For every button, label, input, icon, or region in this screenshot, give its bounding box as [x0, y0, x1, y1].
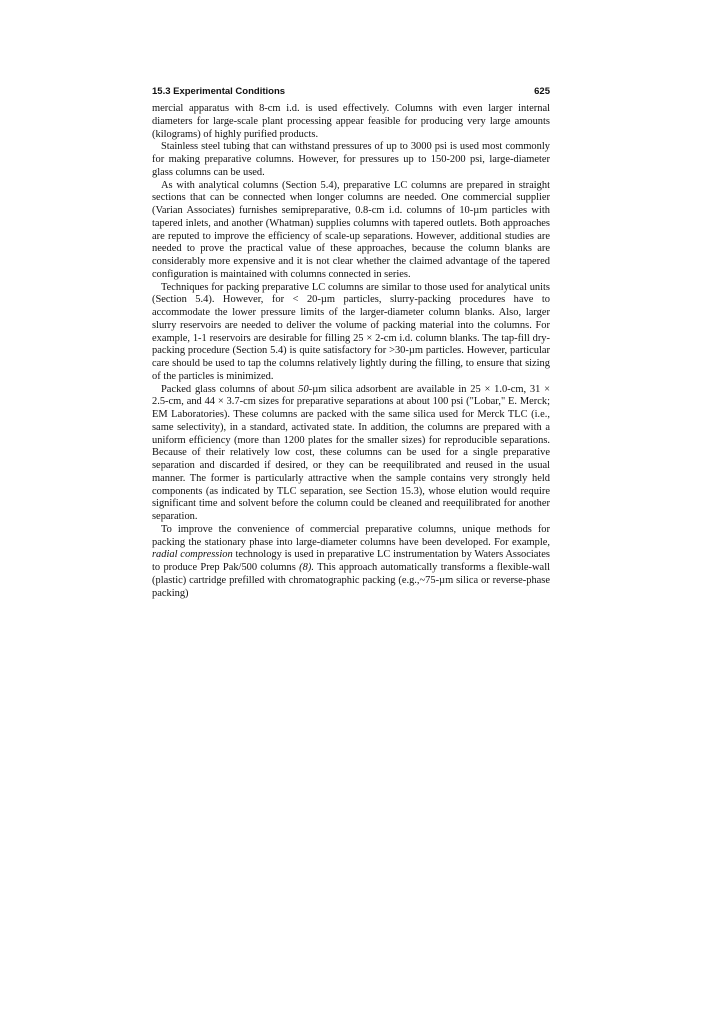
- paragraph-5: [152, 384, 550, 524]
- book-page: [152, 86, 550, 600]
- text-segment: Stainless steel tubing that can withstand pressures of up to 3000 psi is used most commonly for making preparative columns. However, for pressures up to 150-200 psi, large-diameter glass columns can be used.: [152, 141, 550, 178]
- text-segment: As with analytical columns (Section 5.4), preparative LC columns are prepared in straight sections that can be connected when longer columns are needed. One commercial supplier (Varian Associates) furnishes semipreparative, 0.8-cm i.d. columns of 10-µm particles with tapered inlets, and another (Whatman) supplies columns with tapered outlets. Both approaches are reputed to improve the efficiency of scale-up separations. However, additional studies are needed to prove the practical value of these approaches, because the column blanks are considerably more expensive and it is not clear whether the claimed advantage of the tapered configuration is maintained with columns connected in series.: [152, 179, 550, 280]
- text-segment: technology is used in preparative LC instrumentation by Waters Associates to produce Prep Pak/500 columns: [152, 549, 550, 573]
- emphasis-text: 50: [298, 383, 309, 395]
- paragraph-2: [152, 141, 550, 179]
- text-segment: To improve the convenience of commercial preparative columns, unique methods for packing the stationary phase into large-diameter columns have been developed. For example,: [152, 523, 550, 548]
- section-title: 15.3 Experimental Conditions: [152, 86, 286, 97]
- page-number: 625: [534, 86, 550, 97]
- emphasis-text: radial compression: [152, 549, 233, 561]
- text-segment: Packed glass columns of about: [161, 383, 299, 395]
- paragraph-4: [152, 282, 550, 384]
- text-segment: mercial apparatus with 8-cm i.d. is used effectively. Columns with even larger internal diameters for large-scale plant processing appear feasible for producing very large amounts (kilograms) of highly purified products.: [152, 103, 550, 140]
- paragraph-1: [152, 103, 550, 141]
- reference-citation: (8).: [299, 562, 314, 573]
- paragraph-6: [152, 524, 550, 601]
- running-head: [152, 86, 550, 97]
- text-segment: This approach automatically transforms a flexible-wall (plastic) cartridge prefilled with chromatographic packing (e.g.,~75-µm silica or reverse-phase packing): [152, 562, 550, 599]
- paragraph-3: [152, 180, 550, 282]
- body-text: [152, 103, 550, 600]
- text-segment: Techniques for packing preparative LC columns are similar to those used for analytical units (Section 5.4). However, for < 20-µm particles, slurry-packing procedures have to accommodate the lower pressure limits of the larger-diameter column blanks. Also, larger slurry reservoirs are needed to deliver the volume of packing material into the columns. For example, 1-1 reservoirs are desirable for filling 25 × 2-cm i.d. column blanks. The tap-fill dry-packing procedure (Section 5.4) is quite satisfactory for >30-µm particles. However, particular care should be used to tap the columns relatively lightly during the filling, to ensure that sizing of the particles is minimized.: [152, 281, 550, 382]
- text-segment: -µm silica adsorbent are available in 25 × 1.0-cm, 31 × 2.5-cm, and 44 × 3.7-cm sizes for preparative separations at about 100 psi ("Lobar," E. Merck; EM Laboratories). These columns are packed with the same silica used for Merck TLC (i.e., same selectivity), in a standard, activated state. In addition, the columns are prepared with a uniform efficiency (more than 1200 plates for the smaller sizes) for reproducible separations. Because of their relatively low cost, these columns can be used for a single preparative separation and discarded if desired, or they can be reequilibrated and reused in the usual manner. The former is particularly attractive when the sample contains very strongly held components (as indicated by TLC separation, see Section 15.3), whose elution would require significant time and solvent before the column could be cleaned and reequilibrated for another separation.: [152, 383, 550, 522]
